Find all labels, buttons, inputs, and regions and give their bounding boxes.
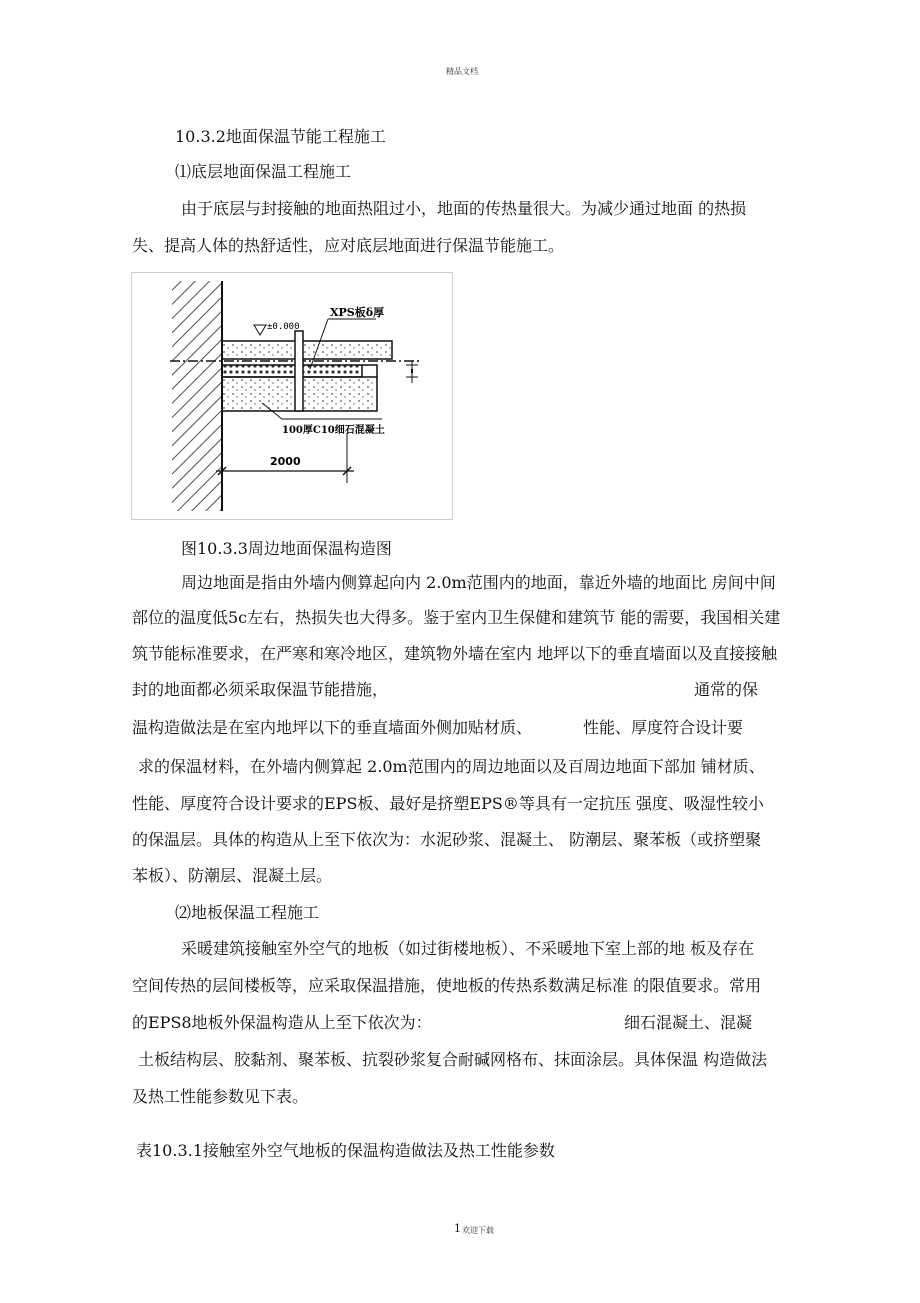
paragraph-2-line-2: 部位的温度低5c左右，热损失也大得多。鉴于室内卫生保健和建筑节 能的需要，我国相关建 xyxy=(132,608,781,627)
paragraph-3-line-4: 土板结构层、胶黏剂、聚苯板、抗裂砂浆复合耐碱网格布、抹面涂层。具体保温 构造做法 xyxy=(138,1050,768,1069)
page-header: 精品文档 xyxy=(446,67,478,76)
figure-caption: 图10.3.3周边地面保温构造图 xyxy=(181,539,392,558)
construction-figure xyxy=(131,272,453,520)
paragraph-2-line-3: 筑节能标准要求，在严寒和寒冷地区，建筑物外墙在室内 地坪以下的垂直墙面以及直接接触 xyxy=(132,644,778,663)
paragraph-3-line-3b: 细石混凝土、混凝 xyxy=(624,1013,753,1032)
dimension-label: 2000 xyxy=(270,455,301,468)
paragraph-1-line-2: 失、提高人体的热舒适性，应对底层地面进行保温节能施工。 xyxy=(132,236,565,255)
footer-text: 欢迎下载 xyxy=(462,1226,494,1235)
paragraph-2-line-6: 求的保温材料，在外墙内侧算起 2.0m范围内的周边地面以及百周边地面下部加 铺材质、 xyxy=(138,757,765,776)
paragraph-2-line-4b: 通常的保 xyxy=(694,680,759,699)
paragraph-3-line-5: 及热工性能参数见下表。 xyxy=(132,1087,309,1106)
paragraph-2-line-8: 的保温层。具体的构造从上至下依次为：水泥砂浆、混凝土、 防潮层、聚苯板（或挤塑聚 xyxy=(132,830,762,849)
paragraph-2-line-9: 苯板）、防潮层、混凝土层。 xyxy=(132,866,333,885)
section-title: 10.3.2地面保温节能工程施工 xyxy=(175,127,386,146)
paragraph-2-line-5a: 温构造做法是在室内地坪以下的垂直墙面外侧加贴材质、 xyxy=(132,718,533,737)
paragraph-2-line-7: 性能、厚度符合设计要求的EPS板、最好是挤塑EPS®等具有一定抗压 强度、吸湿性较小 xyxy=(132,794,764,813)
page-number: 1 xyxy=(454,1222,461,1235)
xps-layer xyxy=(222,365,362,377)
xps-label: XPS板δ厚 xyxy=(330,306,385,319)
paragraph-3-line-2: 空间传热的层间楼板等，应采取保温措施，使地板的传热系数满足标准 的限值要求。常用 xyxy=(132,976,762,995)
paragraph-3-line-3a: 的EPS8地板外保温构造从上至下依次为： xyxy=(132,1013,432,1032)
paragraph-2-line-5b: 性能、厚度符合设计要 xyxy=(583,718,744,737)
table-title: 表10.3.1接触室外空气地板的保温构造做法及热工性能参数 xyxy=(136,1141,555,1160)
surface-layer xyxy=(222,341,392,359)
subsection-title-2: ⑵地板保温工程施工 xyxy=(175,903,320,922)
elevation-label: ±0.000 xyxy=(267,322,300,332)
construction-drawing xyxy=(132,273,452,519)
paragraph-3-line-1: 采暖建筑接触室外空气的地板（如过街楼地板）、不采暖地下室上部的地 板及存在 xyxy=(181,939,755,958)
layer-label: 100厚C10细石混凝土 xyxy=(282,425,385,436)
paragraph-2-line-4a: 封的地面都必须采取保温节能措施， xyxy=(132,680,389,699)
paragraph-1-line-1: 由于底层与封接触的地面热阻过小，地面的传热量很大。为减少通过地面 的热损 xyxy=(181,199,747,218)
wall-hatch xyxy=(172,281,222,511)
vertical-member xyxy=(295,331,303,411)
paragraph-2-line-1: 周边地面是指由外墙内侧算起向内 2.0m范围内的地面，靠近外墙的地面比 房间中间 xyxy=(181,573,776,592)
subsection-title-1: ⑴底层地面保温工程施工 xyxy=(175,162,352,181)
